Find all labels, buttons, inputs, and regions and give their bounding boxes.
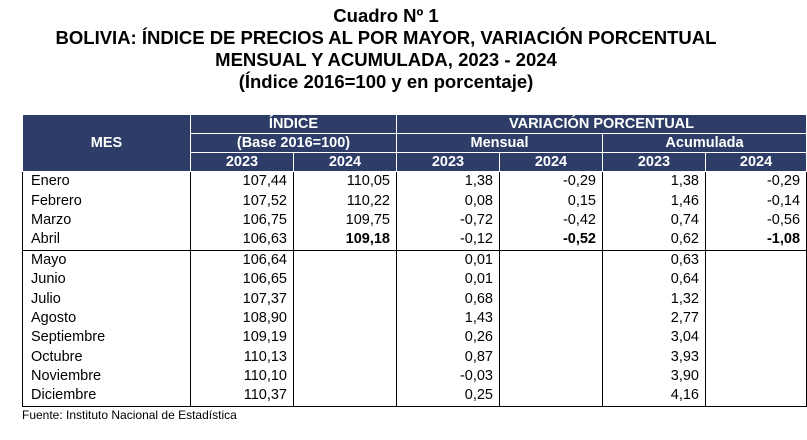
index-2024-cell xyxy=(294,328,397,347)
table-row xyxy=(23,270,807,289)
index-2024-cell xyxy=(294,367,397,386)
index-2024-cell: 109,75 xyxy=(294,211,397,230)
index-2024-cell xyxy=(294,250,397,270)
index-2023-cell: 106,65 xyxy=(191,270,294,289)
cumulative-2023-cell: 0,62 xyxy=(603,230,706,250)
cumulative-2024-cell: -0,56 xyxy=(706,211,807,230)
index-2024-cell: 110,22 xyxy=(294,191,397,210)
table-row xyxy=(23,309,807,328)
table-row xyxy=(23,386,807,406)
month-cell: Marzo xyxy=(23,211,191,230)
index-2023-cell: 108,90 xyxy=(191,309,294,328)
table-title: BOLIVIA: ÍNDICE DE PRECIOS AL POR MAYOR, VARIACIÓN PORCENTUAL xyxy=(55,27,717,48)
index-2024-cell xyxy=(294,309,397,328)
cumulative-2024-cell xyxy=(706,386,807,406)
index-2023-cell: 106,63 xyxy=(191,230,294,250)
monthly-2024-cell xyxy=(500,328,603,347)
index-2023-cell: 110,10 xyxy=(191,367,294,386)
month-cell: Abril xyxy=(23,230,191,250)
price-index-table xyxy=(22,114,807,407)
monthly-2023-cell: 0,26 xyxy=(397,328,500,347)
header-mensual: Mensual xyxy=(397,134,603,153)
monthly-2023-cell: -0,12 xyxy=(397,230,500,250)
monthly-2024-cell xyxy=(500,270,603,289)
monthly-2024-cell: 0,15 xyxy=(500,191,603,210)
table-row xyxy=(23,172,807,192)
monthly-2024-cell xyxy=(500,348,603,367)
month-cell: Noviembre xyxy=(23,367,191,386)
table-number: Cuadro Nº 1 xyxy=(333,5,439,26)
table-title-line2: MENSUAL Y ACUMULADA, 2023 - 2024 xyxy=(215,49,557,70)
header-year-acumulada-2024: 2024 xyxy=(706,153,807,172)
month-cell: Julio xyxy=(23,289,191,308)
header-mes: MES xyxy=(23,115,191,172)
header-year-mensual-2023: 2023 xyxy=(397,153,500,172)
cumulative-2023-cell: 0,74 xyxy=(603,211,706,230)
header-year-indice-2024: 2024 xyxy=(294,153,397,172)
source-note: Fuente: Instituto Nacional de Estadística xyxy=(22,408,237,422)
cumulative-2024-cell xyxy=(706,250,807,270)
cumulative-2024-cell xyxy=(706,289,807,308)
table-row xyxy=(23,211,807,230)
header-year-acumulada-2023: 2023 xyxy=(603,153,706,172)
header-indice: ÍNDICE xyxy=(191,115,397,134)
monthly-2024-cell xyxy=(500,250,603,270)
table-row xyxy=(23,250,807,270)
month-cell: Febrero xyxy=(23,191,191,210)
monthly-2024-cell: -0,52 xyxy=(500,230,603,250)
index-2023-cell: 106,75 xyxy=(191,211,294,230)
index-2023-cell: 107,44 xyxy=(191,172,294,192)
header-variacion: VARIACIÓN PORCENTUAL xyxy=(397,115,807,134)
cumulative-2023-cell: 2,77 xyxy=(603,309,706,328)
index-2023-cell: 109,19 xyxy=(191,328,294,347)
index-2023-cell: 107,52 xyxy=(191,191,294,210)
cumulative-2023-cell: 0,64 xyxy=(603,270,706,289)
table-row xyxy=(23,328,807,347)
cumulative-2023-cell: 3,90 xyxy=(603,367,706,386)
index-2023-cell: 110,13 xyxy=(191,348,294,367)
month-cell: Agosto xyxy=(23,309,191,328)
month-cell: Diciembre xyxy=(23,386,191,406)
cumulative-2024-cell: -1,08 xyxy=(706,230,807,250)
table-subtitle: (Índice 2016=100 y en porcentaje) xyxy=(238,71,534,92)
table-row xyxy=(23,191,807,210)
header-year-indice-2023: 2023 xyxy=(191,153,294,172)
index-2023-cell: 107,37 xyxy=(191,289,294,308)
monthly-2023-cell: 1,38 xyxy=(397,172,500,192)
monthly-2023-cell: 0,68 xyxy=(397,289,500,308)
cumulative-2024-cell: -0,14 xyxy=(706,191,807,210)
cumulative-2023-cell: 1,38 xyxy=(603,172,706,192)
monthly-2024-cell xyxy=(500,386,603,406)
cumulative-2024-cell xyxy=(706,309,807,328)
month-cell: Junio xyxy=(23,270,191,289)
monthly-2024-cell: -0,42 xyxy=(500,211,603,230)
monthly-2023-cell: 0,08 xyxy=(397,191,500,210)
table-row xyxy=(23,230,807,250)
cumulative-2024-cell xyxy=(706,328,807,347)
cumulative-2023-cell: 1,46 xyxy=(603,191,706,210)
monthly-2023-cell: 1,43 xyxy=(397,309,500,328)
table-row xyxy=(23,289,807,308)
index-2024-cell xyxy=(294,270,397,289)
monthly-2023-cell: 0,01 xyxy=(397,270,500,289)
cumulative-2024-cell xyxy=(706,348,807,367)
table-row xyxy=(23,348,807,367)
monthly-2024-cell xyxy=(500,367,603,386)
index-2024-cell xyxy=(294,386,397,406)
index-2023-cell: 110,37 xyxy=(191,386,294,406)
index-2024-cell: 110,05 xyxy=(294,172,397,192)
month-cell: Mayo xyxy=(23,250,191,270)
index-2024-cell: 109,18 xyxy=(294,230,397,250)
cumulative-2023-cell: 3,93 xyxy=(603,348,706,367)
monthly-2023-cell: 0,25 xyxy=(397,386,500,406)
monthly-2024-cell: -0,29 xyxy=(500,172,603,192)
header-acumulada: Acumulada xyxy=(603,134,807,153)
index-2023-cell: 106,64 xyxy=(191,250,294,270)
month-cell: Septiembre xyxy=(23,328,191,347)
header-year-mensual-2024: 2024 xyxy=(500,153,603,172)
cumulative-2023-cell: 0,63 xyxy=(603,250,706,270)
monthly-2023-cell: 0,87 xyxy=(397,348,500,367)
month-cell: Enero xyxy=(23,172,191,192)
cumulative-2023-cell: 1,32 xyxy=(603,289,706,308)
header-base: (Base 2016=100) xyxy=(191,134,397,153)
index-2024-cell xyxy=(294,289,397,308)
cumulative-2024-cell xyxy=(706,270,807,289)
index-2024-cell xyxy=(294,348,397,367)
cumulative-2024-cell xyxy=(706,367,807,386)
cumulative-2023-cell: 4,16 xyxy=(603,386,706,406)
monthly-2023-cell: -0,03 xyxy=(397,367,500,386)
monthly-2024-cell xyxy=(500,289,603,308)
cumulative-2024-cell: -0,29 xyxy=(706,172,807,192)
table-row xyxy=(23,367,807,386)
monthly-2023-cell: -0,72 xyxy=(397,211,500,230)
cumulative-2023-cell: 3,04 xyxy=(603,328,706,347)
monthly-2024-cell xyxy=(500,309,603,328)
monthly-2023-cell: 0,01 xyxy=(397,250,500,270)
month-cell: Octubre xyxy=(23,348,191,367)
